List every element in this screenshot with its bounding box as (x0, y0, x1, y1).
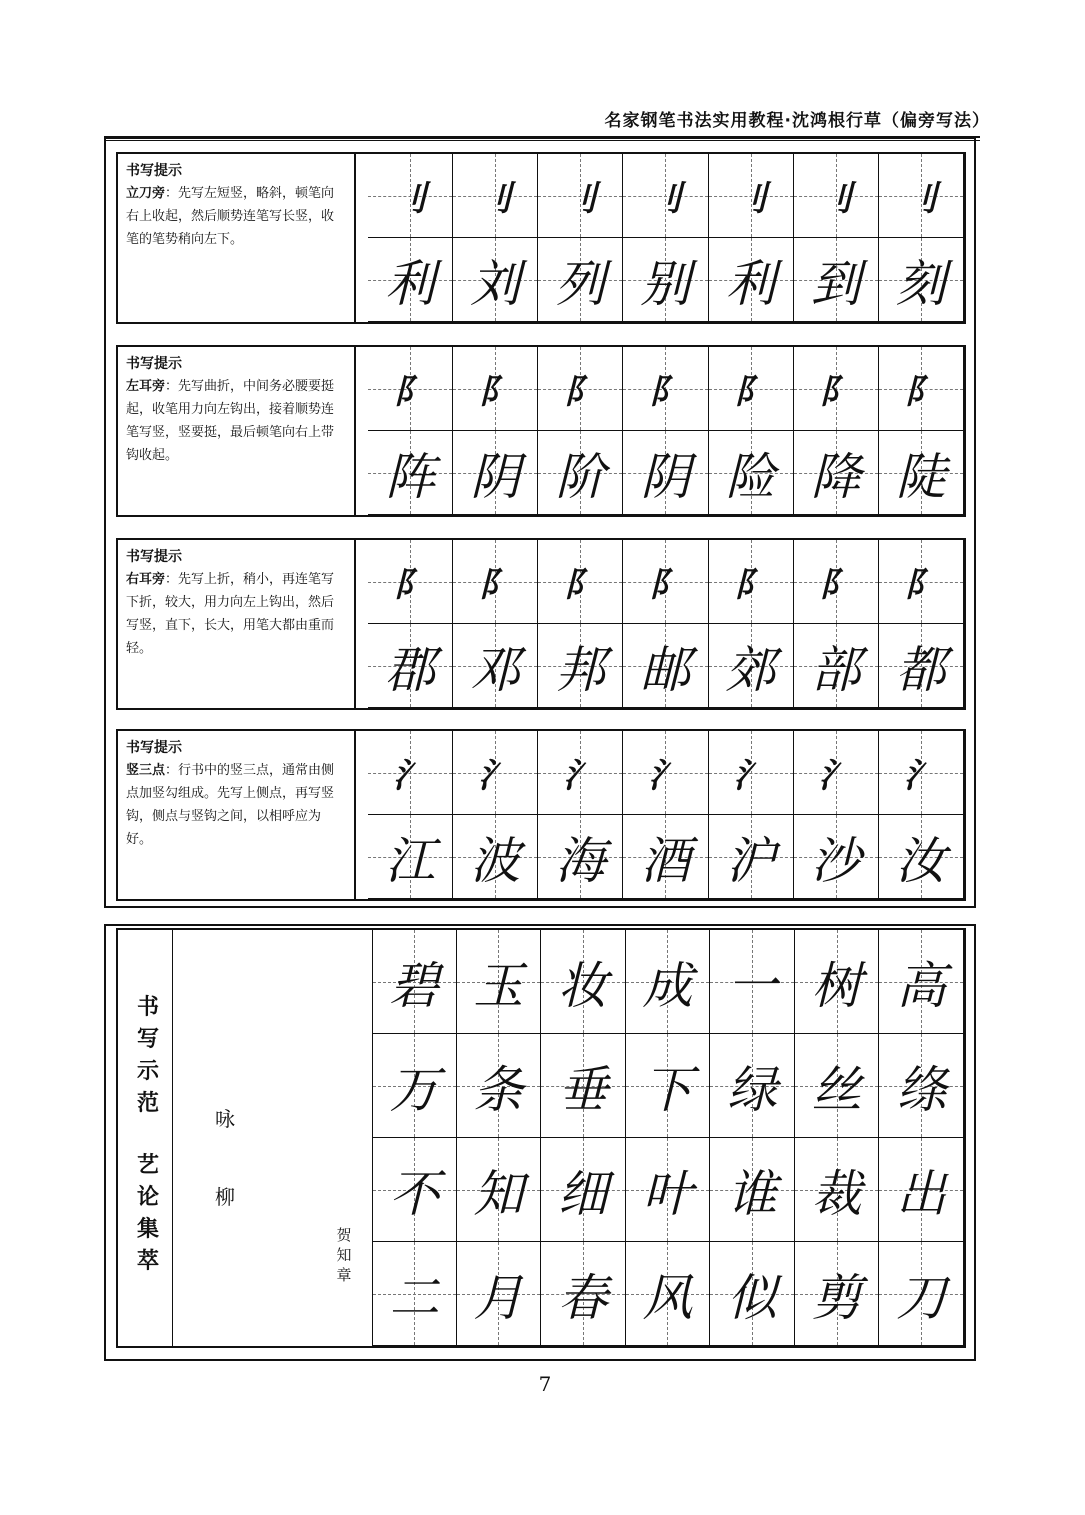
grid-cell (623, 731, 708, 815)
radical-glyph: 阝 (563, 372, 598, 412)
radical-glyph: 阝 (563, 565, 598, 605)
practice-grid (368, 540, 964, 708)
lesson-section (116, 729, 966, 901)
poem-cell (879, 1138, 964, 1242)
poem-character: 刀 (896, 1268, 947, 1327)
poem-cell (879, 930, 964, 1034)
radical-description: ：先写左短竖，略斜，顿笔向右上收起，然后顺势连笔写长竖，收笔的笔势稍向左下。 (126, 186, 335, 247)
example-character: 别 (640, 254, 691, 313)
poem-character: 成 (642, 956, 693, 1015)
poem-character: 绿 (727, 1060, 778, 1119)
poem-character: 万 (389, 1060, 440, 1119)
radical-glyph: 氵 (818, 756, 853, 796)
grid-cell (538, 347, 623, 431)
grid-cell (794, 540, 879, 624)
side-label-char (124, 1120, 172, 1150)
side-label-char: 集 (136, 1217, 159, 1242)
example-character: 刻 (895, 254, 946, 313)
grid-cell (453, 540, 538, 624)
poem-character: 玉 (473, 956, 524, 1015)
poem-cell (879, 1242, 964, 1346)
grid-cell (709, 540, 794, 624)
grid-cell (368, 154, 453, 238)
example-character: 陡 (895, 447, 946, 506)
side-divider (172, 928, 173, 1348)
radical-glyph: 氵 (393, 756, 428, 796)
tip-title: 书写提示 (126, 549, 182, 565)
practice-grid (368, 731, 964, 899)
grid-cell (623, 815, 708, 899)
example-character: 海 (555, 831, 606, 890)
poem-character: 高 (896, 956, 947, 1015)
radical-glyph: 刂 (478, 179, 513, 219)
poem-cell (626, 1034, 711, 1138)
grid-cell (623, 154, 708, 238)
poem-character: 丝 (811, 1060, 862, 1119)
poem-cell (710, 1242, 795, 1346)
radical-glyph: 刂 (733, 179, 768, 219)
poem-cell (372, 1242, 457, 1346)
poem-cell (457, 1138, 542, 1242)
example-character: 邦 (555, 640, 606, 699)
tip-box (118, 540, 356, 708)
poem-character: 细 (557, 1164, 608, 1223)
grid-cell (794, 815, 879, 899)
poem-cell (541, 1242, 626, 1346)
radical-glyph: 刂 (648, 179, 683, 219)
grid-cell (879, 540, 964, 624)
radical-name: 右耳旁 (126, 572, 166, 587)
grid-cell (623, 238, 708, 322)
example-character: 到 (810, 254, 861, 313)
example-character: 汝 (895, 831, 946, 890)
grid-cell (453, 624, 538, 708)
example-character: 列 (555, 254, 606, 313)
grid-cell (879, 731, 964, 815)
poem-character: 绦 (896, 1060, 947, 1119)
poem-cell (795, 930, 880, 1034)
grid-cell (879, 624, 964, 708)
radical-glyph: 阝 (648, 372, 683, 412)
lesson-section (116, 152, 966, 324)
grid-cell (368, 347, 453, 431)
grid-cell (368, 731, 453, 815)
poem-cell (626, 930, 711, 1034)
side-label-char: 论 (136, 1185, 159, 1210)
grid-cell (368, 238, 453, 322)
poem-cell (879, 1034, 964, 1138)
grid-cell (368, 815, 453, 899)
poem-character: 不 (389, 1164, 440, 1223)
grid-cell (709, 347, 794, 431)
poem-character: 似 (727, 1268, 778, 1327)
grid-cell (709, 154, 794, 238)
radical-name: 竖三点 (126, 763, 166, 778)
side-label-char: 萃 (136, 1249, 159, 1274)
radical-glyph: 阝 (393, 372, 428, 412)
practice-grid (368, 154, 964, 322)
poem-author (334, 1225, 354, 1285)
radical-glyph: 阝 (733, 565, 768, 605)
tip-text (126, 182, 346, 251)
grid-cell (453, 238, 538, 322)
example-character: 部 (810, 640, 861, 699)
side-label-char: 艺 (136, 1153, 159, 1178)
poem-character: 妆 (557, 956, 608, 1015)
poem-cell (541, 1138, 626, 1242)
radical-glyph: 阝 (648, 565, 683, 605)
grid-cell (453, 731, 538, 815)
grid-cell (538, 154, 623, 238)
tip-title: 书写提示 (126, 163, 182, 179)
radical-glyph: 阝 (393, 565, 428, 605)
grid-cell (453, 815, 538, 899)
grid-cell (709, 624, 794, 708)
grid-cell (368, 540, 453, 624)
poem-cell (372, 1138, 457, 1242)
grid-cell (879, 431, 964, 515)
poem-cell (372, 1034, 457, 1138)
radical-glyph: 阝 (903, 565, 938, 605)
radical-glyph: 氵 (903, 756, 938, 796)
tip-title: 书写提示 (126, 740, 182, 756)
tip-box (118, 154, 356, 322)
example-character: 江 (385, 831, 436, 890)
poem-cell (626, 1242, 711, 1346)
grid-cell (794, 431, 879, 515)
poem-character: 二 (389, 1268, 440, 1327)
grid-cell (794, 731, 879, 815)
tip-text (126, 375, 346, 467)
radical-glyph: 刂 (818, 179, 853, 219)
poem-cell (457, 1242, 542, 1346)
poem-character: 月 (473, 1268, 524, 1327)
grid-cell (794, 347, 879, 431)
example-character: 邓 (470, 640, 521, 699)
poem-cell (710, 1034, 795, 1138)
radical-glyph: 阝 (903, 372, 938, 412)
poem-character: 谁 (727, 1164, 778, 1223)
grid-cell (879, 238, 964, 322)
grid-cell (538, 431, 623, 515)
poem-character: 裁 (811, 1164, 862, 1223)
grid-cell (623, 540, 708, 624)
example-character: 刘 (470, 254, 521, 313)
radical-name: 立刀旁 (126, 186, 166, 201)
example-character: 阵 (385, 447, 436, 506)
grid-cell (623, 347, 708, 431)
grid-cell (794, 624, 879, 708)
side-label-char: 范 (136, 1091, 159, 1116)
grid-cell (453, 347, 538, 431)
radical-glyph: 阝 (478, 565, 513, 605)
poem-character: 叶 (642, 1164, 693, 1223)
poem-title (210, 1080, 240, 1236)
grid-cell (538, 624, 623, 708)
example-character: 酒 (640, 831, 691, 890)
radical-glyph: 刂 (393, 179, 428, 219)
poem-character: 碧 (389, 956, 440, 1015)
grid-cell (623, 624, 708, 708)
radical-glyph: 阝 (818, 372, 853, 412)
example-character: 郊 (725, 640, 776, 699)
poem-character: 垂 (557, 1060, 608, 1119)
poem-character: 树 (811, 956, 862, 1015)
poem-cell (541, 1034, 626, 1138)
grid-cell (453, 431, 538, 515)
example-character: 利 (725, 254, 776, 313)
grid-cell (538, 815, 623, 899)
practice-grid (368, 347, 964, 515)
radical-name: 左耳旁 (126, 379, 166, 394)
example-character: 阴 (470, 447, 521, 506)
radical-glyph: 刂 (903, 179, 938, 219)
example-character: 郡 (385, 640, 436, 699)
radical-glyph: 氵 (648, 756, 683, 796)
example-character: 波 (470, 831, 521, 890)
radical-description: ：行书中的竖三点，通常由侧点加竖勾组成。先写上侧点，再写竖钩，侧点与竖钩之间，以相呼应为好。 (126, 763, 335, 847)
poem-cell (795, 1034, 880, 1138)
grid-cell (538, 540, 623, 624)
grid-cell (709, 731, 794, 815)
side-label-char: 写 (136, 1027, 159, 1052)
tip-text (126, 759, 346, 851)
example-character: 阶 (555, 447, 606, 506)
radical-description: ：先写上折，稍小，再连笔写下折，较大，用力向左上钩出，然后写竖，直下，长大，用笔大都由重而轻。 (126, 572, 335, 656)
poem-cell (795, 1242, 880, 1346)
side-label-char: 示 (136, 1059, 159, 1084)
tip-title: 书写提示 (126, 356, 182, 372)
grid-cell (453, 154, 538, 238)
poem-title-char: 柳 (215, 1185, 235, 1209)
poem-cell (626, 1138, 711, 1242)
example-character: 都 (895, 640, 946, 699)
poem-title-char: 咏 (215, 1107, 235, 1131)
grid-cell (538, 731, 623, 815)
example-character: 沙 (810, 831, 861, 890)
example-character: 邮 (640, 640, 691, 699)
poem-character: 知 (473, 1164, 524, 1223)
page-number: 7 (538, 1372, 552, 1396)
grid-cell (879, 347, 964, 431)
grid-cell (794, 238, 879, 322)
poem-cell (710, 930, 795, 1034)
lesson-section (116, 538, 966, 710)
grid-cell (368, 624, 453, 708)
tip-box (118, 347, 356, 515)
example-character: 利 (385, 254, 436, 313)
radical-glyph: 氵 (478, 756, 513, 796)
poem-character: 春 (557, 1268, 608, 1327)
grid-cell (538, 238, 623, 322)
poem-character: 出 (896, 1164, 947, 1223)
tip-text (126, 568, 346, 660)
grid-cell (879, 154, 964, 238)
grid-cell (368, 431, 453, 515)
poem-cell (541, 930, 626, 1034)
grid-cell (879, 815, 964, 899)
radical-glyph: 氵 (563, 756, 598, 796)
poem-character: 一 (727, 956, 778, 1015)
radical-description: ：先写曲折，中间务必腰要挺起，收笔用力向左钩出，接着顺势连笔写竖，竖要挺，最后顿笔向右上带钩收起。 (126, 379, 335, 463)
tip-box (118, 731, 356, 899)
grid-cell (794, 154, 879, 238)
poem-cell (457, 930, 542, 1034)
grid-cell (623, 431, 708, 515)
poem-character: 剪 (811, 1268, 862, 1327)
grid-cell (709, 238, 794, 322)
example-character: 沪 (725, 831, 776, 890)
poem-character: 条 (473, 1060, 524, 1119)
poem-cell (457, 1034, 542, 1138)
radical-glyph: 阝 (478, 372, 513, 412)
poem-author-text: 贺知章 (336, 1226, 352, 1284)
poem-cell (710, 1138, 795, 1242)
radical-glyph: 阝 (818, 565, 853, 605)
poem-cell (795, 1138, 880, 1242)
grid-cell (709, 431, 794, 515)
poem-character: 下 (642, 1060, 693, 1119)
grid-cell (709, 815, 794, 899)
lesson-section (116, 345, 966, 517)
example-character: 降 (810, 447, 861, 506)
radical-glyph: 刂 (563, 179, 598, 219)
poem-cell (372, 930, 457, 1034)
page-header: 名家钢笔书法实用教程·沈鸿根行草（偏旁写法） (604, 111, 990, 131)
radical-glyph: 阝 (733, 372, 768, 412)
radical-glyph: 氵 (733, 756, 768, 796)
poem-character: 风 (642, 1268, 693, 1327)
example-character: 险 (725, 447, 776, 506)
example-character: 阴 (640, 447, 691, 506)
side-label-char: 书 (136, 995, 159, 1020)
side-label (124, 992, 172, 1278)
